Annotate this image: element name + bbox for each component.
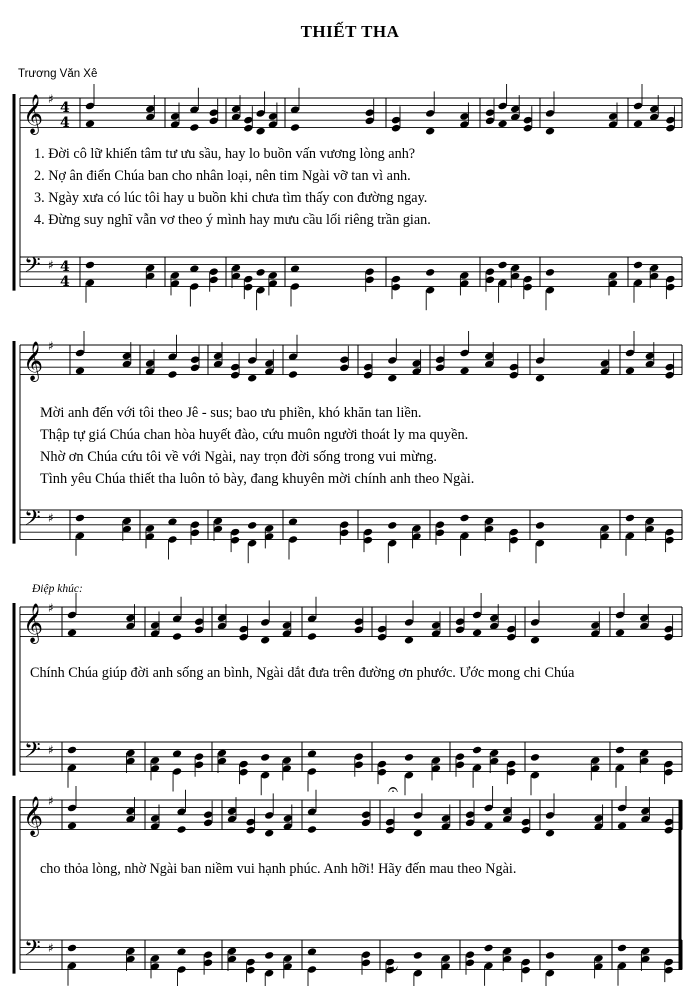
- verse-2-line-a: 2. Nợ ân điển Chúa ban cho nhân loại, nên tim Ngài vỡ tan vì anh.: [34, 168, 411, 184]
- key-sharp-icon: ♯: [48, 258, 54, 272]
- note-head: [85, 119, 95, 128]
- note-head: [167, 370, 177, 379]
- note-head: [255, 127, 265, 136]
- key-sharp-icon: ♯: [48, 941, 54, 955]
- time-sig-denominator: 4: [60, 274, 70, 290]
- note-head: [545, 951, 555, 960]
- note-head: [288, 370, 298, 379]
- note-head: [176, 825, 186, 834]
- note-head: [307, 632, 317, 641]
- verse-3-line-b: Nhờ ơn Chúa cứu tôi về với Ngài, nay trọn đời sống trong vui mừng.: [40, 449, 437, 465]
- note-head: [530, 753, 540, 762]
- note-head: [189, 123, 199, 132]
- note-head: [535, 521, 545, 530]
- note-head: [67, 628, 77, 637]
- treble-clef-icon: 𝄞: [23, 603, 44, 643]
- note-head: [625, 366, 635, 375]
- refrain-line-2: cho thỏa lòng, nhờ Ngài ban niềm vui hạnh phúc. Anh hỡi! Hãy đến mau theo Ngài.: [40, 861, 517, 877]
- time-sig-numerator: 4: [60, 259, 70, 275]
- note-head: [459, 366, 469, 375]
- treble-clef-icon: 𝄞: [23, 341, 44, 381]
- note-head: [483, 821, 493, 830]
- note-head: [615, 746, 625, 755]
- note-head: [260, 753, 270, 762]
- key-sharp-icon: ♯: [48, 743, 54, 757]
- note-head: [633, 261, 643, 270]
- note-head: [545, 829, 555, 838]
- note-head: [472, 628, 482, 637]
- bass-clef-icon: 𝄢: [24, 936, 41, 966]
- note-head: [625, 514, 635, 523]
- key-sharp-icon: ♯: [48, 601, 54, 615]
- verse-4-line-a: 4. Đừng suy nghĩ vẫn vơ theo ý mình hay mưu cầu lối riêng trần gian.: [34, 212, 431, 228]
- note-head: [67, 821, 77, 830]
- treble-clef-icon: 𝄞: [23, 94, 44, 134]
- note-head: [67, 944, 77, 953]
- key-sharp-icon: ♯: [48, 511, 54, 525]
- treble-clef-icon: 𝄞: [23, 796, 44, 836]
- note-head: [387, 521, 397, 530]
- note-head: [264, 829, 274, 838]
- note-head: [387, 374, 397, 383]
- key-sharp-icon: ♯: [48, 92, 54, 106]
- note-head: [67, 746, 77, 755]
- note-head: [615, 628, 625, 637]
- note-head: [75, 514, 85, 523]
- note-head: [404, 753, 414, 762]
- note-head: [404, 636, 414, 645]
- fermata-icon: 𝄐: [388, 779, 399, 800]
- key-sharp-icon: ♯: [48, 339, 54, 353]
- note-head: [413, 829, 423, 838]
- note-head: [530, 636, 540, 645]
- song-title: THIẾT THA: [300, 22, 400, 41]
- note-head: [535, 374, 545, 383]
- refrain-label: Điệp khúc:: [32, 583, 83, 595]
- note-head: [247, 521, 257, 530]
- note-head: [497, 119, 507, 128]
- time-sig-denominator: 4: [60, 115, 70, 131]
- note-head: [459, 514, 469, 523]
- fermata-icon: 𝄑: [388, 959, 399, 980]
- note-head: [617, 944, 627, 953]
- note-head: [483, 944, 493, 953]
- verse-1-line-a: 1. Đời cô lữ khiến tâm tư ưu sầu, hay lo buồn vấn vương lòng anh?: [34, 146, 416, 162]
- note-head: [545, 268, 555, 277]
- note-head: [472, 746, 482, 755]
- note-head: [260, 636, 270, 645]
- note-head: [85, 261, 95, 270]
- verse-2-line-b: Thập tự giá Chúa chan hòa huyết đào, cứu muôn người thoát ly ma quyền.: [40, 427, 469, 443]
- note-head: [425, 127, 435, 136]
- note-head: [497, 261, 507, 270]
- note-head: [75, 366, 85, 375]
- note-head: [413, 951, 423, 960]
- note-head: [633, 119, 643, 128]
- key-sharp-icon: ♯: [48, 794, 54, 808]
- note-head: [307, 825, 317, 834]
- verse-1-line-b: Mời anh đến với tôi theo Jê - sus; bao ưu phiền, khó khăn tan liền.: [40, 405, 422, 421]
- bass-clef-icon: 𝄢: [24, 738, 41, 768]
- verse-3-line-a: 3. Ngày xưa có lúc tôi hay u buồn khi chưa tìm thấy con đường ngay.: [34, 190, 428, 206]
- note-head: [255, 268, 265, 277]
- bass-clef-icon: 𝄢: [24, 253, 41, 283]
- note-head: [172, 632, 182, 641]
- note-head: [247, 374, 257, 383]
- note-head: [545, 127, 555, 136]
- note-head: [264, 951, 274, 960]
- note-head: [290, 123, 300, 132]
- bass-clef-icon: 𝄢: [24, 506, 41, 536]
- time-sig-numerator: 4: [60, 100, 70, 116]
- note-head: [425, 268, 435, 277]
- refrain-line-1: Chính Chúa giúp đời anh sống an bình, Ngài dắt đưa trên đường ơn phước. Ước mong chi Chúa: [30, 665, 575, 681]
- verse-4-line-b: Tình yêu Chúa thiết tha luôn tỏ bày, đang khuyên mời chính anh theo Ngài.: [40, 471, 475, 487]
- note-head: [617, 821, 627, 830]
- composer-name: Trương Văn Xê: [18, 68, 98, 80]
